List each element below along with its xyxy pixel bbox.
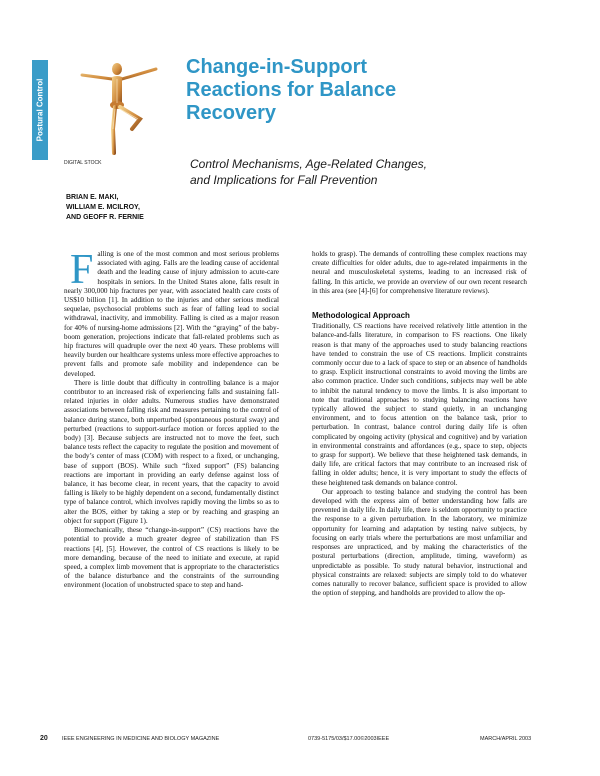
issue-date: MARCH/APRIL 2003 bbox=[480, 736, 532, 742]
page-number: 20 bbox=[40, 735, 48, 742]
section-tab bbox=[32, 60, 48, 160]
article-title bbox=[186, 56, 516, 125]
body-paragraph: holds to grasp). The demands of controlling these complex reactions may create difficulties for older adults, due to age-related impairments in the neural and musculoskeletal systems, leading to an increased risk of falling. In this article, we provide an overview of our own recent research in this area (see [4]-[6] for comprehensive literature reviews). bbox=[312, 250, 527, 295]
issn-code: 0739-5175/03/$17.00©2003IEEE bbox=[308, 736, 390, 742]
author-list bbox=[66, 193, 144, 223]
title-line: Reactions for Balance bbox=[186, 79, 397, 101]
title-line: Recovery bbox=[186, 102, 277, 124]
section-tab-label: Postural Control bbox=[35, 78, 45, 142]
subtitle-line: and Implications for Fall Prevention bbox=[190, 173, 378, 187]
figure-head bbox=[112, 63, 122, 75]
drop-cap: F bbox=[70, 247, 94, 293]
article-illustration bbox=[62, 55, 170, 157]
section-heading: Methodological Approach bbox=[312, 311, 410, 321]
image-credit: DIGITAL STOCK bbox=[64, 160, 102, 166]
body-paragraph: Our approach to testing balance and studying the control has been developed with the express aim of better understanding how falls are prevented in daily life. In daily life, there is seldom opportunity to practice the response to a given perturbation. In the laboratory, we minimize opportunity for learning and adaptation by testing naive subjects, by focusing on early trials where the perturbations are most unfamiliar and responses are unpracticed, and by making the characteristics of the postural perturbations (direction, amplitude, timing, waveform) as unpredictable as possible. To study natural behavior, instructional and physical constraints are relaxed: subjects are simply told to do whatever comes naturally to recover balance, sufficient space is provided to allow the option of stepping, and handholds are provided to allow the op- bbox=[312, 487, 527, 598]
author: BRIAN E. MAKI, bbox=[66, 194, 119, 201]
body-paragraph: Biomechanically, these “change-in-support” (CS) reactions have the potential to provide a much greater degree of stabilization than FS reactions [4], [5]. However, the control of CS reactions is likely to be more demanding, because of the need to initiate and execute, at rapid speed, a complex limb movement that is appropriate to the characteristics of the balance disturbance and the constraints of the surrounding environment (location of unobstructed space to step and hand- bbox=[64, 526, 279, 590]
body-paragraph: There is little doubt that difficulty in controlling balance is a major contributor to an increased risk of experiencing falls and sustaining fall-related injuries in older adults. Numerous studies have demonstrated associations between falling risk and measures pertaining to the control of balance during stance, both unperturbed (spontaneous postural sway) and perturbed (reactions to support-surface motion or forces applied to the body) [3]. Because subjects are instructed not to move the feet, such balance tests reflect the capacity to regulate the position and movement of the body’s center of mass (COM) with respect to a fixed, or unchanging, base of support (BOS). While such “fixed support” (FS) balancing reactions are important in providing an early defense against loss of balance, it has become clear, in recent years, that the capacity to avoid falling is likely to be highly dependent on a second, fundamentally distinct type of balance control, which involves rapidly moving the limbs so as to alter the BOS, either by taking a step or by reaching and grasping an object for support (Figure 1). bbox=[64, 378, 279, 525]
body-column-left bbox=[64, 247, 279, 591]
journal-name: IEEE ENGINEERING IN MEDICINE AND BIOLOGY MAGAZINE bbox=[62, 736, 220, 742]
body-paragraph: Traditionally, CS reactions have received relatively little attention in the balance-and-falls literature, in comparison to FS reactions. One likely reason is that many of the approaches used to study balancing reactions have tended to constrain the use of CS reactions. Implicit constraints commonly occur due to a lack of space to step or an absence of handholds to grasp. Explicit instructional constraints to avoid moving the limbs are also common practice. Under such conditions, subjects may well be able to inhibit the natural tendency to move the limbs. It is also important to note that traditional approaches to studying balancing reactions have typically allowed the subject to stand quietly, in an unchanging environment, and to focus attention on the balance task, prior to perturbation. In contrast, balance control during daily life is often complicated by ongoing activity (physical and cognitive) and by variation in environmental constraints and affordances (e.g., space to step, objects to grasp for support). We believe that these heightened task demands, in daily life, are critical factors that may contribute to an increased risk of falling in older adults; hence, it is very important to study the effects of these heightened task demands on balance control. bbox=[312, 322, 527, 487]
intro-text: alling is one of the most common and most serious problems associated with aging. Falls are the leading cause of accidental death and the leading cause of injury admission to acute-care hospitals in seniors. In the United States alone, falls result in nearly 300,000 hip fractures per year, with associated health care costs of US$10 billion [1]. In addition to the injuries and other serious medical sequelae, psychosocial problems such as fear of falling lead to social withdrawal, inactivity, and immobility. Falling is cited as a major reason for 40% of nursing-home admissions [2]. With the “graying” of the baby-boom generation, projections indicate that fall-related problems such as hip fractures will quadruple over the next 40 years. These problems will heavily burden our healthcare systems unless more effective approaches to prevent falls and promote safe mobility and independence can be developed. bbox=[64, 250, 279, 378]
article-subtitle bbox=[190, 156, 520, 188]
balancing-figure-image bbox=[62, 55, 170, 157]
body-column-right bbox=[312, 250, 527, 598]
title-line: Change-in-Support bbox=[186, 56, 368, 78]
author: AND GEOFF R. FERNIE bbox=[66, 214, 144, 221]
author: WILLIAM E. MCILROY, bbox=[66, 204, 140, 211]
subtitle-line: Control Mechanisms, Age-Related Changes, bbox=[190, 157, 428, 171]
intro-paragraph bbox=[64, 247, 279, 379]
